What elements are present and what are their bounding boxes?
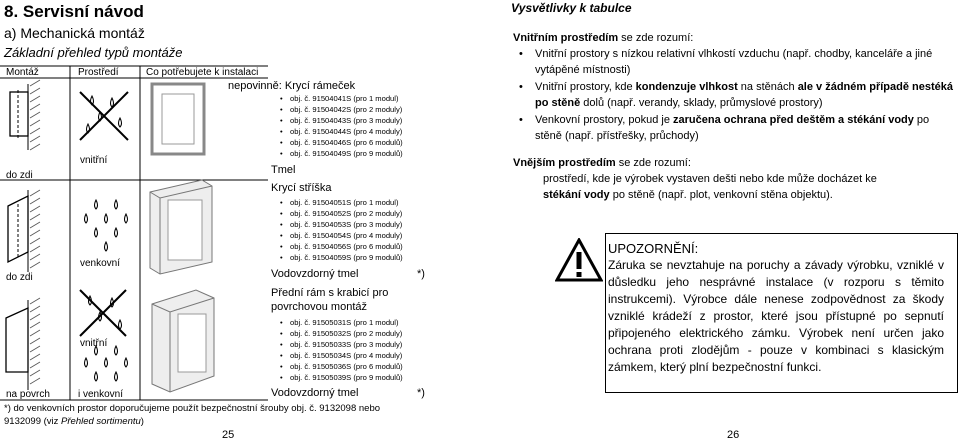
outer-lead: Vnějším prostředím xyxy=(513,157,616,169)
section2-title: Krycí stříška xyxy=(271,182,332,194)
list-item: • obj. č. 91504051S (pro 1 modul) xyxy=(278,197,403,208)
bullet-text: Vnitřní prostory s nízkou relativní vlhkostí vzduchu (např. chodby, kanceláře a jiné vytápěné místnosti) xyxy=(535,48,933,76)
rain-hood-drawing xyxy=(150,180,212,274)
wall-mount-drawing-indoor xyxy=(10,80,40,150)
bullet-text: Venkovní prostory, pokud je xyxy=(535,114,673,126)
section3-title-b: povrchovou montáž xyxy=(271,301,367,313)
footnote-reference: Přehled sortimentu xyxy=(61,416,141,427)
list-item: • obj. č. 91505039S (pro 9 modulů) xyxy=(278,372,403,383)
explanations-title: Vysvětlivky k tabulce xyxy=(511,1,632,15)
mount-type-2: do zdi xyxy=(6,272,33,283)
list-item: • obj. č. 91504044S (pro 4 moduly) xyxy=(278,126,403,137)
bullet-text: Vnitřní prostory, kde xyxy=(535,81,636,93)
raindrops-icon-surface xyxy=(85,346,128,381)
section1-list xyxy=(278,93,403,159)
section1-title: nepovinně: Krycí rámeček xyxy=(228,80,356,92)
list-item: • obj. č. 91504054S (pro 4 moduly) xyxy=(278,230,403,241)
outer-text-bold: stékání vody xyxy=(543,189,610,201)
outer-text-line2 xyxy=(543,187,959,203)
list-item: • obj. č. 91504056S (pro 6 modulů) xyxy=(278,241,403,252)
page-number-right: 26 xyxy=(727,429,740,441)
raindrops-icon xyxy=(85,200,128,251)
bullet-text: dolů (např. verandy, sklady, průmyslové prostory) xyxy=(580,97,823,109)
warning-title: UPOZORNĚNÍ: xyxy=(608,241,699,256)
cover-frame-drawing xyxy=(152,84,204,154)
inner-rest: se zde rozumí: xyxy=(618,32,694,44)
header-mount: Montáž xyxy=(6,67,39,78)
footnote-line2 xyxy=(4,416,144,427)
list-item: • obj. č. 91504052S (pro 2 moduly) xyxy=(278,208,403,219)
mount-type-3: na povrch xyxy=(6,389,50,400)
section-heading: a) Mechanická montáž xyxy=(4,25,145,41)
list-item: • obj. č. 91505031S (pro 1 modul) xyxy=(278,317,403,328)
section2-list xyxy=(278,197,403,263)
outer-rest: se zde rozumí: xyxy=(615,157,691,169)
page-title: 8. Servisní návod xyxy=(4,2,144,21)
list-item: • obj. č. 91504046S (pro 6 modulů) xyxy=(278,137,403,148)
no-rain-icon xyxy=(80,92,128,140)
list-item: • obj. č. 91504049S (pro 9 modulů) xyxy=(278,148,403,159)
footnote-text: 9132099 (viz xyxy=(4,416,62,427)
list-item: • obj. č. 91504041S (pro 1 modul) xyxy=(278,93,403,104)
outer-definition xyxy=(513,155,959,171)
inner-definition xyxy=(513,30,959,46)
section3-tmel: Vodovzdorný tmel xyxy=(271,387,359,399)
footnote-end: ) xyxy=(140,416,144,427)
surface-mount-drawing xyxy=(6,298,40,390)
section3-title-a: Přední rám s krabicí pro xyxy=(271,287,389,299)
inner-bullets xyxy=(513,46,959,144)
warning-triangle-icon xyxy=(555,238,603,282)
bullet-text: kondenzuje vlhkost xyxy=(635,81,738,93)
subsection-heading: Základní přehled typů montáže xyxy=(4,45,183,60)
bullet-item xyxy=(513,79,959,111)
list-item: • obj. č. 91505036S (pro 6 modulů) xyxy=(278,361,403,372)
outer-text-rest: po stěně (např. plot, venkovní stěna objektu). xyxy=(609,189,833,201)
no-rain-icon-surface xyxy=(80,290,126,336)
list-item: • obj. č. 91505033S (pro 3 moduly) xyxy=(278,339,403,350)
header-requirements: Co potřebujete k instalaci xyxy=(146,67,259,78)
warning-box xyxy=(608,240,944,376)
wall-mount-drawing-outdoor xyxy=(8,190,40,272)
section3-note: *) xyxy=(417,387,425,399)
list-item: • obj. č. 91504042S (pro 2 moduly) xyxy=(278,104,403,115)
environment-1: vnitřní xyxy=(80,155,108,166)
bullet-text: na stěnách xyxy=(737,81,798,93)
bullet-text: zaručena ochrana před deštěm a stékání vody xyxy=(673,114,914,126)
list-item: • obj. č. 91505032S (pro 2 moduly) xyxy=(278,328,403,339)
environment-3a: vnitřní xyxy=(80,338,108,349)
list-item: • obj. č. 91505034S (pro 4 moduly) xyxy=(278,350,403,361)
environment-3b: i venkovní xyxy=(78,389,124,400)
section3-list xyxy=(278,317,403,383)
surface-box-drawing xyxy=(152,290,214,392)
section2-tmel: Vodovzdorný tmel xyxy=(271,268,359,280)
section2-note: *) xyxy=(417,268,425,280)
page-number-left: 25 xyxy=(222,429,235,441)
list-item: • obj. č. 91504059S (pro 9 modulů) xyxy=(278,252,403,263)
outer-text xyxy=(513,171,959,203)
list-item: • obj. č. 91504043S (pro 3 moduly) xyxy=(278,115,403,126)
warning-text: Záruka se nevztahuje na poruchy a závady výrobku, vzniklé v důsledku jeho nesprávné instalace (v rozporu s těmito instrukcemi). Výrobce dále nenese zodpovědnost za škody vzniklé krádeží z prostor, které jsou přístupné po sepnutí připojeného elektrického zámku. Výrobek není určen jako ochrana proti zlodějům - pouze v kombinaci s klasickým zámkem, který plní bezpečnostní funkci. xyxy=(608,258,944,374)
mount-type-1: do zdi xyxy=(6,170,33,181)
bullet-item xyxy=(513,46,959,78)
header-environment: Prostředí xyxy=(78,67,119,78)
bullet-item xyxy=(513,112,959,144)
environment-2: venkovní xyxy=(80,258,121,269)
list-item: • obj. č. 91504053S (pro 3 moduly) xyxy=(278,219,403,230)
bullet-text: po stěně (např. přístřešky, průchody) xyxy=(535,114,930,142)
explanations-body xyxy=(513,30,959,203)
section1-tmel: Tmel xyxy=(271,164,296,176)
footnote-line1: *) do venkovních prostor doporučujeme použít bezpečnostní šrouby obj. č. 9132098 nebo xyxy=(4,403,381,414)
bullet-text: ale v žádném případě nestéká po stěně xyxy=(535,81,953,109)
outer-text-line1: prostředí, kde je výrobek vystaven dešti nebo kde může docházet ke xyxy=(543,173,877,185)
inner-lead: Vnitřním prostředím xyxy=(513,32,619,44)
